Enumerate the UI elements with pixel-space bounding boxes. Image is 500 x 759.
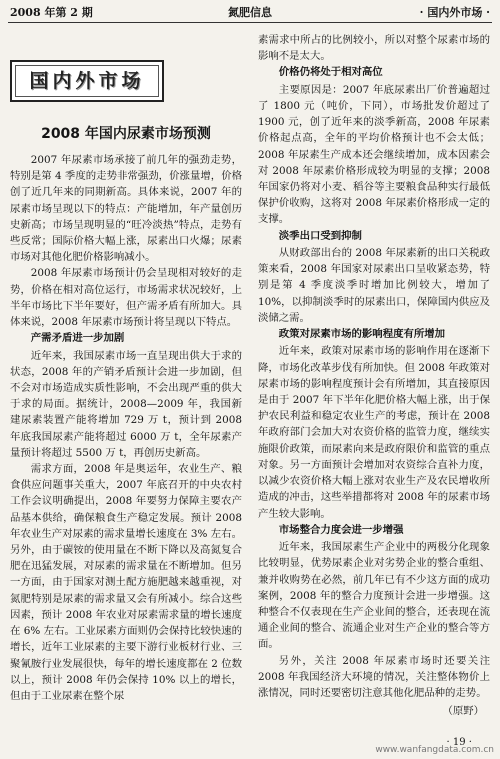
subheading-price: 价格仍将处于相对高位 xyxy=(278,66,383,79)
paragraph-continued: 素需求中所占的比例较小，所以对整个尿素市场的影响不是太大。 xyxy=(258,34,490,63)
paragraph: 近年来，我国尿素生产企业中的两极分化现象比较明显，优势尿素企业对劣势企业的整合重组、兼并收购势在必然，前几年已有不少这方面的成功案例，2008 年的整合力度预计会进一步增强。这种整合不仅表现在生产企业间的整合，还表现在流通企业间的整合、流通企业对生产企业的整合等方面。 xyxy=(258,541,490,651)
journal-name: 氮肥信息 xyxy=(228,6,272,19)
page-number: · 19 · xyxy=(446,737,472,748)
subheading-export: 淡季出口受到抑制 xyxy=(278,229,362,242)
paragraph: 需求方面，2008 年是奥运年，农业生产、粮食供应问题事关重大，2007 年底召开的中央农村工作会议明确提出，2008 年要努力保障主要农产品基本供给，确保粮食生产稳定发展。预计 2008 年农业生产对尿素的需求量增长速度在 3% 左右。另外，由于碳铵的使用量在不断下降以及高氮复合肥在迅猛发展，对尿素的需求量在不断增加。但另一方面，由于国家对测土配方施肥越来越重视，对氮肥特别是尿素的需求量又会有所减小。综合这些因素，预计 2008 年农业对尿素需求量的增长速度在 6% 左右。工业尿素方面则仍会保持比较快速的增长，近年工业尿素的主要下游行业板材行业、三聚氰胺行业发展很快，每年的增长速度都在 2 位数以上，预计 2008 年仍会保持 10% 以上的增长，但由于工业尿素在整个尿 xyxy=(10,463,242,702)
subheading-policy: 政策对尿素市场的影响程度有所增加 xyxy=(278,328,446,341)
paragraph: 从财政部出台的 2008 年尿素新的出口关税政策来看，2008 年国家对尿素出口呈收紧态势，特别是第 4 季度淡季时增加比例较大，增加了 10%，以抑制淡季时的尿素出口，保障国内供应及淡储之需。 xyxy=(258,247,490,324)
issue-label: 2008 年第 2 期 xyxy=(10,6,93,19)
paragraph: 主要原因是：2007 年底尿素出厂价普遍超过了 1800 元（吨价，下同），市场批发价超过了 1900 元，创了近年来的淡季新高，2008 年尿素价格起点高，全年的平均价格预计也不会太低；2008 年尿素生产成本还会继续增加，成本因素会对 2008 年尿素价格形成较为明显的支撑；2008 年国家仍将对小麦、稻谷等主要粮食品种实行最低保护价收购，这将对 2008 年尿素价格形成一定的支撑。 xyxy=(258,83,490,226)
paragraph: 近年来，政策对尿素市场的影响作用在逐渐下降，市场化改革步伐有所加快。但 2008 年政策对尿素市场的影响程度预计会有所增加，其直接原因是由于 2007 年下半年化肥价格大幅上涨，出于保护农民利益和稳定农业生产的考虑，预计在 2008 年政府部门会加大对农资价格的监管力度，继续实施限价政策，而尿素向来是政府限价和监管的重点对象。另一方面预计会增加对农资综合直补力度，以减少农资价格大幅上涨对农业生产及农民增收所造成的冲击，这些举措都将对 2008 年的尿素市场产生较大影响。 xyxy=(258,345,490,520)
subheading-supply-demand: 产需矛盾进一步加剧 xyxy=(30,332,125,345)
article-title: 2008 年国内尿素市场预测 xyxy=(41,126,211,142)
section-label: · 国内外市场 · xyxy=(419,6,490,19)
watermark: www.wanfangdata.com.cn xyxy=(375,745,494,755)
left-column xyxy=(10,152,242,704)
running-header xyxy=(8,4,492,23)
paragraph: 2007 年尿素市场承接了前几年的强劲走势，特别是第 4 季度的走势非常强劲，价涨量增，价格创了近几年来的同期新高。具体来说，2007 年的尿素市场呈现以下的特点：产能增加，年产量创历史新高；市场呈现明显的“旺冷淡热”特点，走势有些反常；国际价格大幅上涨，尿素出口火爆；尿素市场对其他化肥价格影响减小。 xyxy=(10,154,242,264)
paragraph: 2008 年尿素市场预计仍会呈现相对较好的走势，价格在相对高位运行，市场需求状况较好，上半年市场比下半年要好，但产需矛盾有所加大。具体来说，2008 年尿素市场预计将呈现以下特点。 xyxy=(10,267,242,329)
section-banner xyxy=(10,60,164,102)
section-banner-text: 国内外市场 xyxy=(29,70,145,92)
author-signature: （原野） xyxy=(442,705,484,718)
paragraph: 另外，关注 2008 年尿素市场时还要关注 2008 年我国经济大环境的情况，关注整体物价上涨情况，同时还要密切注意其他化肥品种的走势。 xyxy=(258,654,490,699)
right-column xyxy=(258,32,490,719)
subheading-integration: 市场整合力度会进一步增强 xyxy=(278,523,404,536)
paragraph: 近年来，我国尿素市场一直呈现出供大于求的状态，2008 年的产销矛盾预计会进一步加剧，但不会对市场造成实质性影响，不会出现严重的供大于求的局面。据统计，2008—2009 年，我国新建尿素装置产能将增加 729 万 t，预计到 2008 年底我国尿素产能将超过 6000 万 t，全年尿素产量预计将超过 5500 万 t，再创历史新高。 xyxy=(10,349,242,459)
